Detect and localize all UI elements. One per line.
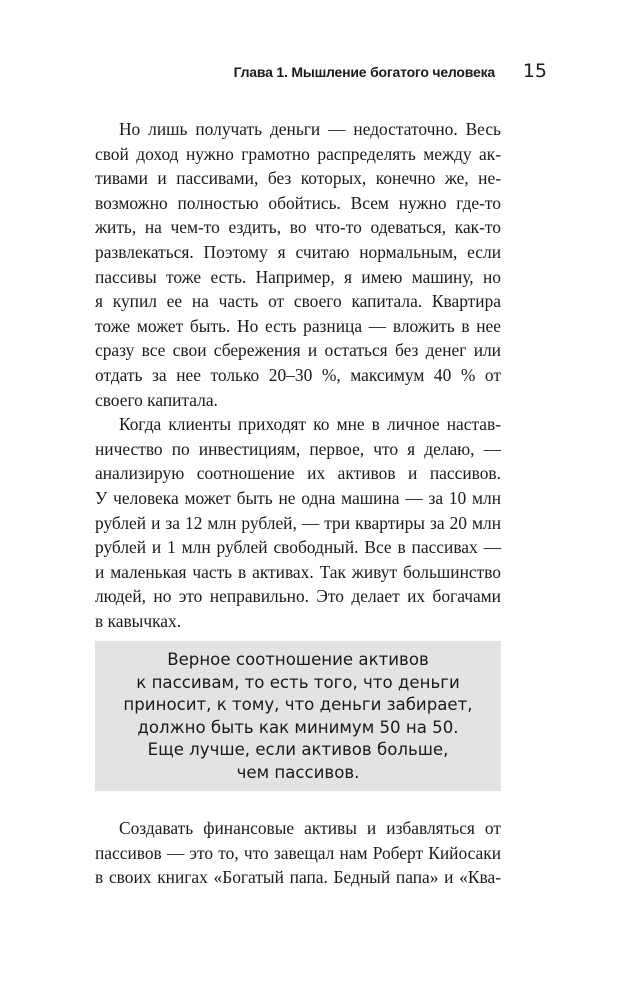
text-line: людей, но это неправильно. Это делает их богачами — [95, 586, 501, 607]
body-text-bottom — [95, 816, 501, 890]
text-line: рублей и 1 млн рублей свободный. Все в пассивах — — [95, 537, 501, 558]
quote-line: Верное соотношение активов — [167, 650, 429, 669]
text-line: ничество по инвестициям, первое, что я делаю, — — [95, 438, 501, 459]
quote-line: приносит, к тому, что деньги забирает, — [123, 695, 473, 715]
text-line: рублей и за 12 млн рублей, — три квартиры за 20 млн — [95, 512, 501, 533]
text-line: возможно полностью обойтись. Всем нужно где-то — [95, 192, 501, 213]
text-line: я купил ее на часть от своего капитала. Квартира — [95, 291, 501, 312]
text-line: тоже может быть. Но есть разница — вложить в нее — [95, 315, 501, 336]
quote-line: Еще лучше, если активов больше, — [147, 740, 449, 760]
text-line: Но лишь получать деньги — недостаточно. Весь — [119, 119, 501, 139]
text-line: в своих книгах «Богатый папа. Бедный папа» и «Ква- — [95, 867, 501, 888]
quote-line: к пассивам, то есть того, что деньги — [136, 672, 460, 692]
paragraph-3 — [95, 816, 501, 890]
paragraph-1 — [95, 117, 501, 412]
text-line: Когда клиенты приходят ко мне в личное настав- — [119, 414, 501, 435]
text-line: пассивов — это то, что завещал нам Роберт Кийосаки — [95, 842, 501, 863]
text-line: жить, на чем-то ездить, во что-то одеваться, как-то — [95, 217, 501, 238]
highlight-quote-box — [95, 641, 501, 791]
text-line: своего капитала. — [95, 389, 218, 410]
text-line: в кавычках. — [95, 610, 182, 631]
text-line: сразу все свои сбережения и остаться без денег или — [95, 340, 501, 361]
text-line: развлекаться. Поэтому я считаю нормальным, если — [95, 241, 501, 262]
page-number: 15 — [522, 60, 547, 82]
paragraph-2 — [95, 412, 501, 633]
body-text-top — [95, 117, 501, 633]
chapter-title: Глава 1. Мышление богатого человека — [233, 64, 495, 80]
text-line: У человека может быть не одна машина — за 10 млн — [95, 487, 501, 508]
text-line: анализирую соотношение их активов и пассивов. — [95, 463, 501, 484]
text-line: пассивы тоже есть. Например, я имею машину, но — [95, 266, 501, 287]
text-line: отдать за нее только 20–30 %, максимум 40 % от — [95, 364, 501, 385]
quote-line: чем пассивов. — [236, 762, 360, 782]
text-line: тивами и пассивами, без которых, конечно же, не- — [95, 168, 501, 189]
text-line: и маленькая часть в активах. Так живут большинство — [95, 561, 501, 582]
text-line: свой доход нужно грамотно распределять между ак- — [95, 143, 501, 164]
quote-line: должно быть как минимум 50 на 50. — [137, 717, 459, 737]
text-line: Создавать финансовые активы и избавляться от — [119, 818, 501, 838]
running-header — [95, 60, 547, 86]
